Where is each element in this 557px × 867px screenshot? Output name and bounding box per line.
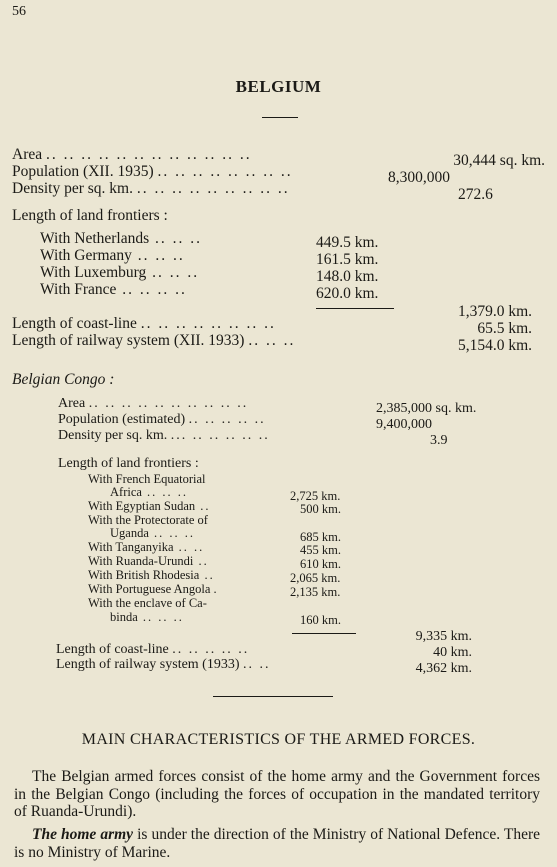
population-label: Population (XII. 1935) <box>12 163 154 180</box>
railway-value: 5,154.0 km. <box>457 337 532 354</box>
frontier-label: With British Rhodesia .. <box>88 568 215 582</box>
leader-dots: .. .. .. .. .. .. .. .. .. <box>136 180 290 197</box>
frontiers-total: 1,379.0 km. <box>457 303 532 320</box>
total-rule <box>316 308 394 309</box>
frontier-label: With France .. .. .. .. <box>40 281 187 298</box>
coast-row <box>12 315 276 332</box>
congo-frontiers-total: 9,335 km. <box>415 629 472 644</box>
frontier-label: With the Protectorate of <box>88 513 208 527</box>
frontier-value: 455 km. <box>300 543 341 557</box>
frontier-label: With Tanganyika .. .. <box>88 540 205 554</box>
congo-coast-value: 40 km. <box>433 645 472 660</box>
frontier-value: 148.0 km. <box>316 268 379 285</box>
congo-coast-row <box>56 642 249 658</box>
coast-label: Length of coast-line <box>12 315 137 332</box>
congo-population-value: 9,400,000 <box>376 417 432 432</box>
congo-area-row <box>58 396 248 412</box>
area-label: Area <box>12 146 43 163</box>
frontier-label: With Luxemburg .. .. .. <box>40 264 200 281</box>
frontier-label: With the enclave of Ca- <box>88 596 207 610</box>
frontier-value: 449.5 km. <box>316 234 379 251</box>
frontier-label-continued: Africa .. .. .. <box>110 485 189 499</box>
section-heading: MAIN CHARACTERISTICS OF THE ARMED FORCES. <box>81 731 476 748</box>
population-row <box>12 163 293 180</box>
frontier-label: With French Equatorial <box>88 472 206 486</box>
congo-frontiers-heading: Length of land frontiers : <box>58 456 199 471</box>
page-number: 56 <box>12 4 26 19</box>
congo-density-row <box>58 428 270 444</box>
congo-density-label: Density per sq. km. <box>58 428 168 443</box>
paragraph: The Belgian armed forces consist of the home army and the Government forces in the Belgian Congo (including the forces of occupation in the mandated territory of Ruanda-Urundi). <box>14 768 540 820</box>
frontier-label: With Germany .. .. .. <box>40 247 185 264</box>
congo-density-value: 3.9 <box>430 433 448 448</box>
frontier-value: 620.0 km. <box>316 285 379 302</box>
frontier-value: 2,725 km. <box>290 489 341 503</box>
frontier-value: 610 km. <box>300 557 341 571</box>
congo-railway-label: Length of railway system (1933) <box>56 657 240 672</box>
coast-value: 65.5 km. <box>477 320 532 337</box>
frontier-label-continued: Uganda .. .. .. <box>110 526 195 540</box>
paragraph-text: is under the direction of the Ministry of National Defence. There is no Ministry of Marine. <box>14 826 540 861</box>
leader-dots: .. .. .. <box>248 332 296 349</box>
frontiers-heading: Length of land frontiers : <box>12 207 168 224</box>
frontier-value: 2,065 km. <box>290 571 341 585</box>
congo-area-label: Area <box>58 396 86 411</box>
frontier-value: 500 km. <box>300 502 341 516</box>
density-label: Density per sq. km. <box>12 180 133 197</box>
total-rule <box>292 633 356 634</box>
leader-dots: .. .. .. .. .. <box>188 412 266 427</box>
area-value: 30,444 sq. km. <box>453 152 545 169</box>
frontier-label-continued: binda .. .. .. <box>110 610 184 624</box>
leader-dots: .. .. .. .. .. <box>172 642 250 657</box>
leader-dots: .. .. .. .. .. .. .. .. .. .. <box>88 396 249 411</box>
leader-dots: .. .. .. .. .. .. .. .. .. .. .. .. <box>46 146 252 163</box>
density-value: 272.6 <box>458 186 493 203</box>
frontier-label: With Ruanda-Urundi .. <box>88 554 209 568</box>
leader-dots: .. .. <box>243 657 271 672</box>
congo-coast-label: Length of coast-line <box>56 642 169 657</box>
frontier-label: With Netherlands .. .. .. <box>40 230 203 247</box>
frontier-label: With Portuguese Angola . <box>88 582 217 596</box>
frontier-value: 2,135 km. <box>290 585 341 599</box>
railway-row <box>12 332 295 349</box>
congo-railway-row <box>56 657 271 673</box>
leader-dots: .. .. .. .. .. .. .. .. <box>157 163 293 180</box>
congo-area-value: 2,385,000 sq. km. <box>376 401 477 416</box>
frontier-value: 161.5 km. <box>316 251 379 268</box>
congo-population-label: Population (estimated) <box>58 412 186 427</box>
paragraph <box>14 826 540 861</box>
frontier-value: 160 km. <box>300 613 341 627</box>
railway-label: Length of railway system (XII. 1933) <box>12 332 245 349</box>
page-title: BELGIUM <box>235 77 322 96</box>
congo-heading: Belgian Congo : <box>12 371 115 388</box>
area-row <box>12 146 252 163</box>
section-divider <box>213 696 333 697</box>
leader-dots: .. .. .. .. .. .. .. .. <box>140 315 276 332</box>
paragraph-emphasis: The home army <box>32 826 134 843</box>
frontier-value: 685 km. <box>300 530 341 544</box>
title-rule <box>262 117 298 118</box>
frontier-label: With Egyptian Sudan .. <box>88 499 211 513</box>
congo-railway-value: 4,362 km. <box>415 661 472 676</box>
congo-population-row <box>58 412 266 428</box>
leader-dots: ... .. .. .. .. .. <box>170 428 270 443</box>
density-row <box>12 180 290 197</box>
population-value: 8,300,000 <box>388 169 450 186</box>
